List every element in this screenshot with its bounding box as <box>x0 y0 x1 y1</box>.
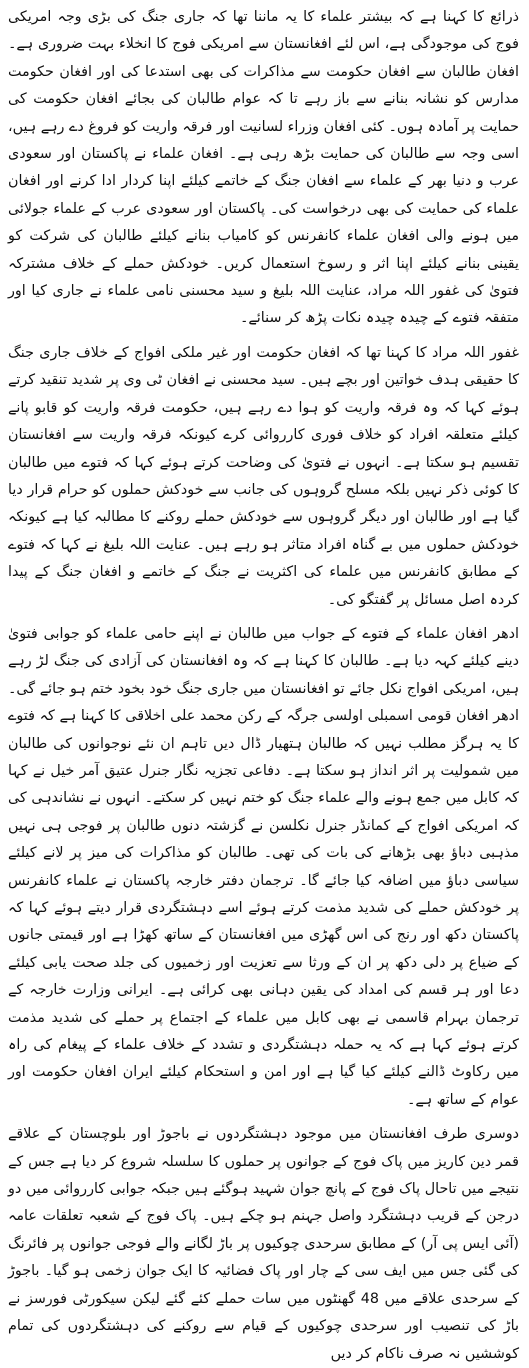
paragraph-taliban-response: ادھر افغان علماء کے فتوے کے جواب میں طالبان نے اپنے حامی علماء کو جوابی فتویٰ دینے کیلئے کہہ دیا ہے۔ طالبان کا کہنا ہے کہ وہ افغانستان کی آزادی کی جنگ لڑ رہے ہیں، امریکی افواج نکل جائے تو افغانستان میں جاری جنگ خود بخود ختم ہو جائے گی۔ ادھر افغان قومی اسمبلی اولسی جرگہ کے رکن محمد علی اخلاقی کا کہنا ہے کہ فتوے کا یہ ہرگز مطلب نہیں کہ طالبان ہتھیار ڈال دیں تاہم ان نئے نوجوانوں کی طالبان میں شمولیت پر اثر انداز ہو سکتا ہے۔ دفاعی تجزیہ نگار جنرل عتیق آمر خیل نے کہا کہ کابل میں جمع ہونے والے علماء جنگ کو ختم نہیں کر سکتے۔ انہوں نے نشاندہی کی کہ امریکی افواج کے کمانڈر جنرل نکلسن نے گزشتہ دنوں طالبان پر فوجی ہی نہیں مذہبی دباؤ بھی بڑھانے کی بات کی تھی۔ طالبان کو مذاکرات کی میز پر لانے کیلئے سیاسی دباؤ میں اضافہ کیا جائے گا۔ ترجمان دفتر خارجہ پاکستان نے علماء کانفرنس پر خودکش حملے کی شدید مذمت کرتے ہوئے اسے دہشتگردی قرار دیتے ہوئے کہا کہ پاکستان دکھ اور رنج کی اس گھڑی میں افغانستان کے ساتھ کھڑا ہے اور قیمتی جانوں کے ضیاع پر دلی دکھ پر ان کے ورثا سے تعزیت اور زخمیوں کی جلد صحت یابی کیلئے دعا اور ہر قسم کی امداد کی یقین دہانی بھی کرائی ہے۔ ایرانی وزارت خارجہ کے ترجمان بہرام قاسمی نے بھی کابل میں علماء کے اجتماع پر حملے کی شدید مذمت کرتے ہوئے کہا ہے کہ یہ حملہ دہشتگردی و تشدد کے خلاف علماء کے پیغام کی راہ میں رکاوٹ ڈالنے کیلئے کیا گیا ہے اور امن و استحکام کیلئے ایران افغان حکومت اور عوام کے ساتھ ہے۔ <box>8 625 519 1108</box>
paragraph-fatwa-details: غفور اللہ مراد کا کہنا تھا کہ افغان حکومت اور غیر ملکی افواج کے خلاف جاری جنگ کا حقیقی ہدف خواتین اور بچے ہیں۔ سید محسنی نے افغان ٹی وی پر شدید تنقید کرتے ہوئے کہا کہ وہ فرقہ واریت کو ہوا دے رہے ہیں، حکومت فرقہ واریت کو قابو پانے کیلئے متعلقہ افراد کو خلاف فوری کارروائی کرے کیونکہ فرقہ واریت سے افغانستان تقسیم ہو سکتا ہے۔ انہوں نے فتویٰ کی وضاحت کرتے ہوئے کہا کہ فتوے میں طالبان کا کوئی ذکر نہیں بلکہ مسلح گروہوں کی جانب سے خودکش حملوں کو حرام قرار دیا گیا ہے اور طالبان اور دیگر گروہوں سے خودکش حملے روکنے کا مطالبہ کیا ہے کیونکہ خودکش حملوں میں بے گناہ افراد متاثر ہو رہے ہیں۔ عنایت اللہ بلیغ نے کہا کہ فتوے کے مطابق کانفرنس میں علماء کی اکثریت نے جنگ کے خاتمے و افغان جنگ کے پیدا کردہ اصل مسائل پر گفتگو کی۔ <box>8 344 519 608</box>
paragraph-scholars-statement: ذرائع کا کہنا ہے کہ بیشتر علماء کا یہ ماننا تھا کہ جاری جنگ کی بڑی وجہ امریکی فوج کی موجودگی ہے، اس لئے افغانستان سے امریکی فوج کا انخلاء بہت ضروری ہے۔ افغان طالبان سے افغان حکومت سے مذاکرات کی بھی استدعا کی اور افغان حکومت مدارس کو نشانہ بنانے سے باز رہے تا کہ عوام طالبان کی بجائے افغان حکومت کی حمایت پر آمادہ ہوں۔ کئی افغان وزراء لسانیت اور فرقہ واریت کو فروغ دے رہے ہیں، اسی وجہ سے طالبان کی حمایت بڑھ رہی ہے۔ افغان علماء نے پاکستان اور سعودی عرب و دنیا بھر کے علماء سے افغان جنگ کے خاتمے کیلئے اپنا کردار ادا کرنے اور افغان علماء کی حمایت کی بھی درخواست کی۔ پاکستان اور سعودی عرب کے علماء جولائی میں ہونے والی افغان علماء کانفرنس کو کامیاب بنانے کیلئے طالبان کی شرکت کو یقینی بنانے کیلئے اپنا اثر و رسوخ استعمال کریں۔ خودکش حملے کے خلاف مشترکہ فتویٰ کی غفور اللہ مراد، عنایت اللہ بلیغ و سید محسنی نامی علماء نے جاری کیا اور متفقہ فتوے کے چیدہ چیدہ نکات پڑھ کر سنائے۔ <box>8 9 519 327</box>
paragraph-border-attacks: دوسری طرف افغانستان میں موجود دہشتگردوں نے باجوڑ اور بلوچستان کے علاقے قمر دین کاریز میں پاک فوج کے جوانوں پر حملوں کا سلسلہ شروع کر دیا ہے جس کے نتیجے میں تاحال پاک فوج کے پانچ جوان شہید ہوگئے ہیں جبکہ جوابی کارروائی میں دو درجن کے قریب دہشتگرد واصل جہنم ہو چکے ہیں۔ پاک فوج کے شعبہ تعلقات عامہ (آئی ایس پی آر) کے مطابق سرحدی چوکیوں پر باڑ لگانے والے فوجی جوانوں پر فائرنگ کی گئی جس میں ایف سی کے چار اور پاک فضائیہ کا ایک جوان زخمی ہو گیا۔ باجوڑ کے سرحدی علاقے میں 48 گھنٹوں میں سات حملے کئے گئے لیکن سیکورٹی فورسز نے باڑ کی تنصیب اور سرحدی چوکیوں کے قیام سے روکنے کی دہشتگردوں کی تمام کوششیں نہ صرف ناکام کر دیں <box>8 1126 520 1362</box>
